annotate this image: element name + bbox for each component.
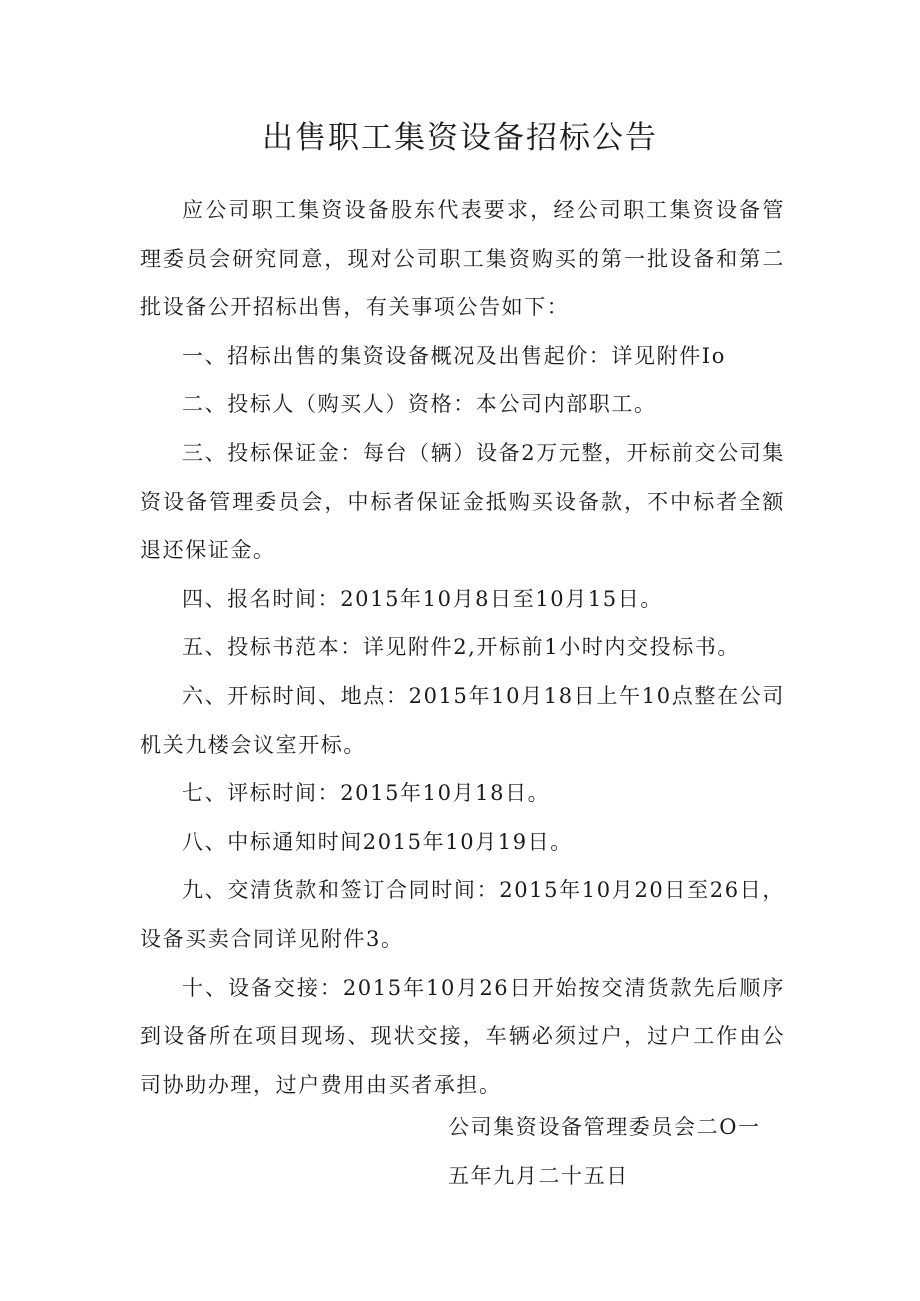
item-9: 九、交清货款和签订合同时间：2015年10月20日至26日，设备买卖合同详见附件3。: [140, 878, 785, 951]
item-10: 十、设备交接：2015年10月26日开始按交清货款先后顺序到设备所在项目现场、现状交接，车辆必须过户，过户工作由公司协助办理，过户费用由买者承担。: [140, 975, 785, 1097]
signature-org: 公司集资设备管理委员会二O一: [448, 1115, 761, 1139]
item-5: 五、投标书范本：详见附件2,开标前1小时内交投标书。: [182, 635, 740, 660]
item-4: 四、报名时间：2015年10月8日至10月15日。: [182, 586, 663, 611]
document-title: 出售职工集资设备招标公告: [262, 120, 658, 156]
document-body: [140, 186, 785, 1109]
item-3: 三、投标保证金：每台（辆）设备2万元整，开标前交公司集资设备管理委员会，中标者保证金抵购买设备款，不中标者全额退还保证金。: [140, 440, 785, 563]
item-2: 二、投标人（购买人）资格：本公司内部职工。: [182, 392, 657, 417]
item-6: 六、开标时间、地点：2015年10月18日上午10点整在公司机关九楼会议室开标。: [140, 683, 785, 757]
signature-block: [448, 1103, 788, 1200]
item-8: 八、中标通知时间2015年10月19日。: [182, 829, 573, 854]
signature-date: 五年九月二十五日: [448, 1163, 629, 1188]
item-1: 一、招标出售的集资设备概况及出售起价：详见附件Io: [182, 343, 726, 368]
intro-paragraph: 应公司职工集资设备股东代表要求，经公司职工集资设备管理委员会研究同意，现对公司职工集资购买的第一批设备和第二批设备公开招标出售，有关事项公告如下：: [140, 198, 785, 320]
item-7: 七、评标时间：2015年10月18日。: [182, 781, 551, 806]
